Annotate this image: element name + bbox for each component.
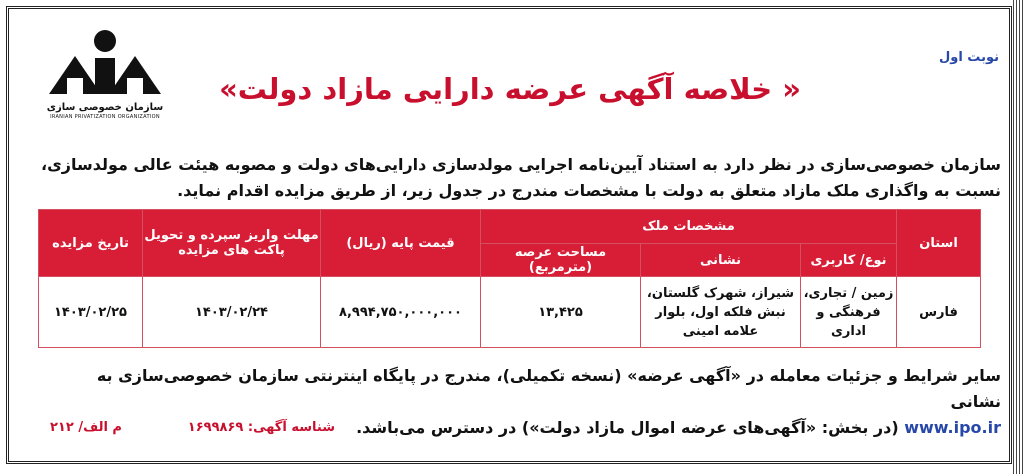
footer-line-2-text: (در بخش: «آگهی‌های عرضه اموال مازاد دولت») در دسترس می‌باشد.	[356, 418, 899, 437]
ad-title: « خلاصه آگهی عرضه دارایی مازاد دولت»	[219, 72, 801, 106]
table-row	[39, 277, 981, 348]
logo-name-fa: سازمان خصوصی سازی	[46, 102, 164, 113]
logo-name-en: IRANIAN PRIVATIZATION ORGANIZATION	[50, 114, 160, 120]
cell-province: فارس	[897, 277, 981, 348]
header-base-price: قیمت پایه (ریال)	[321, 210, 481, 277]
cell-deposit-deadline: ۱۴۰۳/۰۲/۲۴	[143, 277, 321, 348]
cell-base-price: ۸,۹۹۴,۷۵۰,۰۰۰,۰۰۰	[321, 277, 481, 348]
publication-round: نوبت اول	[938, 50, 999, 65]
cell-auction-date: ۱۴۰۳/۰۲/۲۵	[39, 277, 143, 348]
cell-area: ۱۳,۴۲۵	[481, 277, 641, 348]
property-table	[38, 209, 981, 348]
organization-logo	[30, 28, 180, 133]
cell-address: شیراز، شهرک گلستان، نبش فلکه اول، بلوار علامه امینی	[641, 277, 801, 348]
header-address: نشانی	[641, 244, 801, 277]
header-area: مساحت عرصه (مترمربع)	[481, 244, 641, 277]
logo-icon	[45, 28, 165, 100]
intro-paragraph	[41, 152, 1001, 204]
header-province: استان	[897, 210, 981, 277]
notice-id: شناسه آگهی: ۱۶۹۹۸۶۹	[187, 420, 335, 435]
header-auction-date: تاریخ مزایده	[39, 210, 143, 277]
website-link[interactable]: www.ipo.ir	[904, 418, 1001, 437]
header-usage: نوع/ کاربری	[801, 244, 897, 277]
intro-line-2: نسبت به واگذاری ملک مازاد متعلق به دولت با مشخصات مندرج در جدول زیر، از طریق مزایده اقدام نماید.	[177, 181, 1001, 200]
header-deposit-deadline: مهلت واریز سپرده و تحویل پاکت های مزایده	[143, 210, 321, 277]
footer-paragraph	[41, 363, 1001, 441]
footer-line-1: سایر شرایط و جزئیات معامله در «آگهی عرضه» (نسخه تکمیلی)، مندرج در پایگاه اینترنتی سازمان خصوصی‌سازی به نشانی	[96, 366, 1001, 411]
intro-line-1: سازمان خصوصی‌سازی در نظر دارد به استناد آیین‌نامه اجرایی مولدسازی دارایی‌های دولت و مصوبه هیئت عالی مولدسازی،	[41, 155, 1001, 174]
header-property-specs: مشخصات ملک	[481, 210, 897, 244]
footer-line-2	[41, 415, 1001, 441]
cell-usage: زمین / تجاری، فرهنگی و اداری	[801, 277, 897, 348]
ad-code: م الف/ ۲۱۲	[50, 420, 122, 435]
page-edge-texture	[1013, 0, 1025, 474]
